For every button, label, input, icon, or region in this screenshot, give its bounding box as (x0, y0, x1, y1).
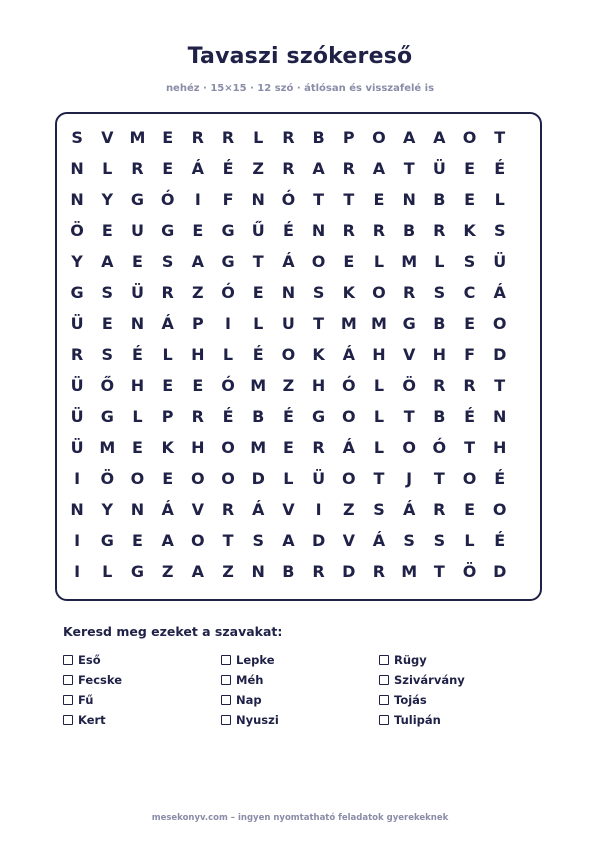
grid-cell[interactable]: U (281, 314, 295, 333)
grid-cell[interactable]: Ö (402, 376, 416, 395)
grid-cell[interactable]: Ó (221, 283, 235, 302)
grid-cell[interactable]: T (343, 190, 355, 209)
grid-cell[interactable]: L (102, 562, 113, 581)
grid-cell[interactable]: E (464, 190, 475, 209)
grid-cell[interactable]: O (221, 438, 235, 457)
grid-cell[interactable]: A (191, 252, 205, 271)
word-item[interactable] (221, 650, 379, 670)
grid-cell[interactable]: K (161, 438, 174, 457)
grid-cell[interactable]: L (222, 345, 234, 364)
grid-cell[interactable]: Á (493, 283, 506, 302)
grid-cell[interactable]: H (191, 438, 205, 457)
grid-cell[interactable]: R (342, 159, 355, 178)
grid-cell[interactable]: K (312, 345, 325, 364)
grid-cell[interactable]: A (282, 531, 295, 550)
grid-cell[interactable]: E (132, 531, 143, 550)
grid-cell[interactable]: Z (342, 500, 355, 519)
grid-cell[interactable]: B (282, 562, 295, 581)
grid-cell[interactable]: R (191, 128, 204, 147)
grid-cell[interactable]: L (253, 128, 264, 147)
grid-cell[interactable]: T (494, 128, 506, 147)
grid-cell[interactable]: S (373, 500, 385, 519)
grid-cell[interactable]: S (493, 221, 506, 240)
grid-cell[interactable]: E (464, 159, 475, 178)
grid-cell[interactable]: M (129, 128, 146, 147)
grid-cell[interactable]: V (191, 500, 205, 519)
grid-cell[interactable]: K (463, 221, 476, 240)
grid-cell[interactable]: L (102, 159, 113, 178)
checkbox-icon[interactable] (379, 675, 389, 685)
grid-cell[interactable]: T (373, 469, 385, 488)
word-item[interactable] (221, 710, 379, 730)
grid-cell[interactable]: I (74, 562, 81, 581)
letter-grid (62, 122, 515, 587)
checkbox-icon[interactable] (379, 695, 389, 705)
grid-cell[interactable]: E (162, 376, 174, 395)
grid-cell[interactable]: R (312, 562, 325, 581)
grid-cell[interactable]: O (372, 128, 386, 147)
grid-cell[interactable]: L (464, 531, 475, 550)
word-label: Nap (236, 693, 262, 707)
grid-cell[interactable]: É (222, 407, 234, 426)
grid-cell[interactable]: R (463, 376, 476, 395)
grid-cell[interactable]: L (434, 252, 445, 271)
grid-cell[interactable]: B (312, 128, 325, 147)
word-item[interactable] (221, 690, 379, 710)
grid-cell[interactable]: L (162, 345, 173, 364)
grid-cell[interactable]: Á (161, 500, 174, 519)
grid-cell[interactable]: S (433, 531, 446, 550)
grid-cell[interactable]: Ó (221, 376, 235, 395)
grid-cell[interactable]: Y (71, 252, 83, 271)
grid-cell[interactable]: S (101, 283, 114, 302)
grid-cell[interactable]: R (131, 159, 144, 178)
grid-cell[interactable]: O (191, 469, 205, 488)
grid-cell[interactable]: R (342, 221, 355, 240)
grid-cell[interactable]: N (130, 314, 145, 333)
grid-cell[interactable]: Á (372, 531, 386, 550)
grid-cell[interactable]: M (340, 314, 357, 333)
grid-cell[interactable]: R (221, 128, 235, 147)
grid-cell[interactable]: N (70, 159, 84, 178)
grid-cell[interactable]: E (373, 190, 385, 209)
grid-cell[interactable]: O (281, 345, 296, 364)
grid-cell[interactable]: R (161, 283, 174, 302)
grid-cell[interactable]: B (433, 314, 446, 333)
grid-cell[interactable]: B (433, 407, 446, 426)
grid-cell[interactable]: N (251, 190, 265, 209)
grid-cell[interactable]: Ö (70, 221, 84, 240)
grid-cell[interactable]: M (401, 562, 418, 581)
grid-cell[interactable]: Z (282, 376, 295, 395)
grid-cell[interactable]: É (222, 159, 234, 178)
grid-cell[interactable]: N (70, 190, 84, 209)
grid-cell[interactable]: R (372, 562, 386, 581)
grid-cell[interactable]: Ó (432, 438, 447, 457)
grid-cell[interactable]: Z (252, 159, 265, 178)
grid-cell[interactable]: O (462, 128, 477, 147)
grid-cell[interactable]: U (130, 221, 144, 240)
checkbox-icon[interactable] (221, 715, 231, 725)
grid-cell[interactable]: É (464, 407, 475, 426)
grid-cell[interactable]: Á (342, 438, 355, 457)
checkbox-icon[interactable] (379, 655, 389, 665)
grid-cell[interactable]: E (192, 221, 204, 240)
grid-cell[interactable]: I (74, 531, 81, 550)
grid-cell[interactable]: L (373, 252, 385, 271)
grid-cell[interactable]: O (341, 407, 356, 426)
grid-cell[interactable]: Ü (493, 252, 507, 271)
grid-cell[interactable]: H (432, 345, 447, 364)
grid-cell[interactable]: Z (222, 562, 234, 581)
checkbox-icon[interactable] (221, 655, 231, 665)
grid-cell[interactable]: B (403, 221, 416, 240)
instructions: Keresd meg ezeket a szavakat: (63, 624, 283, 639)
grid-cell[interactable]: E (282, 438, 294, 457)
grid-cell[interactable]: R (433, 500, 446, 519)
grid-cell[interactable]: G (130, 190, 145, 209)
grid-cell[interactable]: É (282, 221, 294, 240)
grid-cell[interactable]: E (162, 159, 174, 178)
word-item[interactable] (63, 690, 221, 710)
grid-cell[interactable]: G (221, 252, 235, 271)
grid-cell[interactable]: S (161, 252, 174, 271)
grid-cell[interactable]: A (312, 159, 325, 178)
grid-cell[interactable]: Á (282, 252, 295, 271)
checkbox-icon[interactable] (63, 695, 73, 705)
grid-cell[interactable]: E (132, 438, 143, 457)
grid-cell[interactable]: A (161, 531, 174, 550)
grid-cell[interactable]: F (222, 190, 234, 209)
grid-cell[interactable]: É (494, 159, 506, 178)
grid-cell[interactable]: É (282, 407, 294, 426)
grid-cell[interactable]: Ü (130, 283, 144, 302)
word-item[interactable] (221, 670, 379, 690)
grid-cell[interactable]: I (225, 314, 231, 333)
page-subtitle: nehéz · 15×15 · 12 szó · átlósan és visszafelé is (165, 83, 435, 94)
grid-cell[interactable]: R (282, 159, 295, 178)
grid-cell[interactable]: G (70, 283, 84, 302)
checkbox-icon[interactable] (221, 695, 231, 705)
word-label: Fecske (78, 673, 122, 687)
grid-cell[interactable]: Á (252, 500, 265, 519)
grid-cell[interactable]: N (402, 190, 416, 209)
grid-cell[interactable]: T (222, 531, 234, 550)
grid-cell[interactable]: L (373, 407, 385, 426)
grid-cell[interactable]: S (252, 531, 264, 550)
grid-cell[interactable]: N (130, 500, 145, 519)
checkbox-icon[interactable] (221, 675, 231, 685)
word-label: Lepke (236, 653, 275, 667)
grid-cell[interactable]: I (194, 190, 201, 209)
grid-cell[interactable]: A (191, 562, 205, 581)
grid-cell[interactable]: O (492, 500, 507, 519)
grid-cell[interactable]: R (402, 283, 416, 302)
grid-cell[interactable]: D (311, 531, 326, 550)
grid-cell[interactable]: N (251, 562, 265, 581)
word-label: Szivárvány (394, 673, 465, 687)
grid-cell[interactable]: Z (161, 562, 174, 581)
grid-cell[interactable]: V (402, 345, 416, 364)
grid-cell[interactable]: É (132, 345, 143, 364)
grid-cell[interactable]: E (343, 252, 355, 271)
grid-cell[interactable]: G (100, 531, 114, 550)
grid-cell[interactable]: D (493, 345, 507, 364)
grid-cell[interactable]: E (132, 252, 143, 271)
grid-cell[interactable]: O (130, 469, 145, 488)
word-item[interactable] (379, 690, 537, 710)
checkbox-icon[interactable] (379, 715, 389, 725)
grid-cell[interactable]: G (161, 221, 175, 240)
grid-cell[interactable]: I (315, 500, 322, 519)
grid-cell[interactable]: N (493, 407, 507, 426)
grid-cell[interactable]: H (191, 345, 205, 364)
grid-cell[interactable]: Z (192, 283, 204, 302)
grid-cell[interactable]: V (342, 531, 355, 550)
grid-cell[interactable]: S (433, 283, 446, 302)
grid-cell[interactable]: T (433, 562, 445, 581)
grid-cell[interactable]: V (101, 128, 114, 147)
grid-cell[interactable]: Ó (281, 190, 296, 209)
grid-cell[interactable]: O (402, 438, 416, 457)
grid-cell[interactable]: O (341, 469, 356, 488)
grid-cell[interactable]: B (252, 407, 265, 426)
grid-cell[interactable]: A (402, 128, 416, 147)
grid-cell[interactable]: L (494, 190, 505, 209)
grid-cell[interactable]: Ü (312, 469, 326, 488)
grid-cell[interactable]: I (74, 469, 81, 488)
grid-cell[interactable]: L (132, 407, 143, 426)
grid-cell[interactable]: Ü (70, 438, 84, 457)
grid-cell[interactable]: T (433, 469, 445, 488)
word-label: Rügy (394, 653, 427, 667)
grid-cell[interactable]: O (221, 469, 235, 488)
grid-cell[interactable]: H (130, 376, 145, 395)
grid-cell[interactable]: S (403, 531, 415, 550)
grid-cell[interactable]: S (312, 283, 325, 302)
grid-cell[interactable]: P (191, 314, 204, 333)
word-label: Eső (78, 653, 101, 667)
grid-cell[interactable]: R (372, 221, 386, 240)
grid-cell[interactable]: D (493, 562, 507, 581)
grid-cell[interactable]: T (403, 407, 415, 426)
grid-cell[interactable]: C (463, 283, 476, 302)
checkbox-icon[interactable] (63, 655, 73, 665)
grid-cell[interactable]: Y (101, 190, 114, 209)
grid-cell[interactable]: P (161, 407, 174, 426)
grid-cell[interactable]: R (221, 500, 235, 519)
word-item[interactable] (63, 710, 221, 730)
word-label: Nyuszi (236, 713, 279, 727)
grid-cell[interactable]: O (311, 252, 326, 271)
grid-cell[interactable]: M (371, 314, 387, 333)
word-label: Kert (78, 713, 106, 727)
grid-cell[interactable]: N (311, 221, 326, 240)
grid-cell[interactable]: G (312, 407, 326, 426)
word-label: Méh (236, 673, 264, 687)
grid-cell[interactable]: R (433, 221, 446, 240)
grid-cell[interactable]: D (251, 469, 265, 488)
grid-cell[interactable]: R (312, 438, 325, 457)
grid-cell[interactable]: É (252, 345, 264, 364)
grid-cell[interactable]: S (101, 345, 114, 364)
grid-cell[interactable]: A (101, 252, 114, 271)
grid-cell[interactable]: S (463, 252, 476, 271)
grid-cell[interactable]: M (99, 438, 116, 457)
word-item[interactable] (379, 670, 537, 690)
grid-cell[interactable]: T (464, 438, 475, 457)
grid-cell[interactable]: N (70, 500, 84, 519)
grid-cell[interactable]: M (401, 252, 418, 271)
checkbox-icon[interactable] (63, 715, 73, 725)
grid-cell[interactable]: Ö (462, 562, 477, 581)
grid-cell[interactable]: G (100, 407, 114, 426)
grid-cell[interactable]: T (494, 376, 506, 395)
grid-cell[interactable]: R (70, 345, 84, 364)
grid-cell[interactable]: K (342, 283, 355, 302)
grid-cell[interactable]: Ü (70, 314, 84, 333)
grid-cell[interactable]: É (494, 531, 506, 550)
grid-cell[interactable]: D (342, 562, 356, 581)
grid-cell[interactable]: E (192, 376, 204, 395)
grid-cell[interactable]: G (130, 562, 145, 581)
word-item[interactable] (63, 670, 221, 690)
grid-cell[interactable]: H (311, 376, 326, 395)
word-item[interactable] (379, 650, 537, 670)
grid-cell[interactable]: B (433, 190, 446, 209)
grid-cell[interactable]: G (221, 221, 235, 240)
word-label: Tulipán (394, 713, 441, 727)
grid-cell[interactable]: M (250, 438, 267, 457)
grid-cell[interactable]: H (372, 345, 386, 364)
grid-cell[interactable]: Á (161, 314, 174, 333)
grid-cell[interactable]: R (433, 376, 446, 395)
grid-cell[interactable]: A (372, 159, 386, 178)
grid-cell[interactable]: Ü (70, 376, 84, 395)
grid-cell[interactable]: Á (342, 345, 355, 364)
grid-cell[interactable]: E (162, 128, 174, 147)
footer-text: mesekonyv.com – ingyen nyomtatható feladatok gyerekeknek (151, 813, 449, 823)
grid-cell[interactable]: E (101, 221, 113, 240)
grid-cell[interactable]: T (252, 252, 264, 271)
grid-cell[interactable]: S (71, 128, 83, 147)
word-label: Tojás (394, 693, 427, 707)
grid-cell[interactable]: Ó (341, 376, 356, 395)
grid-cell[interactable]: Y (101, 500, 114, 519)
grid-cell[interactable]: J (406, 469, 413, 488)
grid-cell[interactable]: M (250, 376, 267, 395)
grid-cell[interactable]: Ü (70, 407, 84, 426)
grid-cell[interactable]: T (403, 159, 415, 178)
grid-cell[interactable]: L (283, 469, 294, 488)
grid-cell[interactable]: R (191, 407, 204, 426)
grid-cell[interactable]: G (402, 314, 416, 333)
grid-cell[interactable]: Ő (100, 376, 115, 395)
grid-cell[interactable]: F (464, 345, 475, 364)
grid-cell[interactable]: E (162, 469, 174, 488)
grid-cell[interactable]: Ű (251, 221, 265, 240)
word-item[interactable] (379, 710, 537, 730)
grid-cell[interactable]: T (313, 314, 325, 333)
grid-cell[interactable]: L (373, 438, 385, 457)
grid-cell[interactable]: O (462, 469, 477, 488)
grid-cell[interactable]: O (191, 531, 205, 550)
grid-cell[interactable]: H (493, 438, 507, 457)
grid-cell[interactable]: T (313, 190, 325, 209)
word-item[interactable] (63, 650, 221, 670)
page-title: Tavaszi szókereső (187, 44, 413, 69)
grid-cell[interactable]: Ó (160, 190, 175, 209)
checkbox-icon[interactable] (63, 675, 73, 685)
grid-cell[interactable]: Á (402, 500, 416, 519)
grid-cell[interactable]: É (494, 469, 506, 488)
grid-cell[interactable]: E (252, 283, 264, 302)
grid-cell[interactable]: P (342, 128, 355, 147)
grid-cell[interactable]: Á (191, 159, 205, 178)
grid-cell[interactable]: E (464, 314, 475, 333)
word-label: Fű (78, 693, 94, 707)
grid-cell[interactable]: N (281, 283, 296, 302)
grid-cell[interactable]: O (492, 314, 507, 333)
grid-cell[interactable]: E (101, 314, 113, 333)
word-list (63, 650, 537, 730)
grid-cell[interactable]: A (433, 128, 446, 147)
grid-cell[interactable]: V (282, 500, 295, 519)
grid-cell[interactable]: Ö (100, 469, 115, 488)
grid-cell[interactable]: R (282, 128, 295, 147)
grid-cell[interactable]: O (372, 283, 386, 302)
grid-cell[interactable]: L (253, 314, 264, 333)
grid-cell[interactable]: L (373, 376, 385, 395)
grid-cell[interactable]: Ü (432, 159, 446, 178)
grid-cell[interactable]: E (464, 500, 475, 519)
